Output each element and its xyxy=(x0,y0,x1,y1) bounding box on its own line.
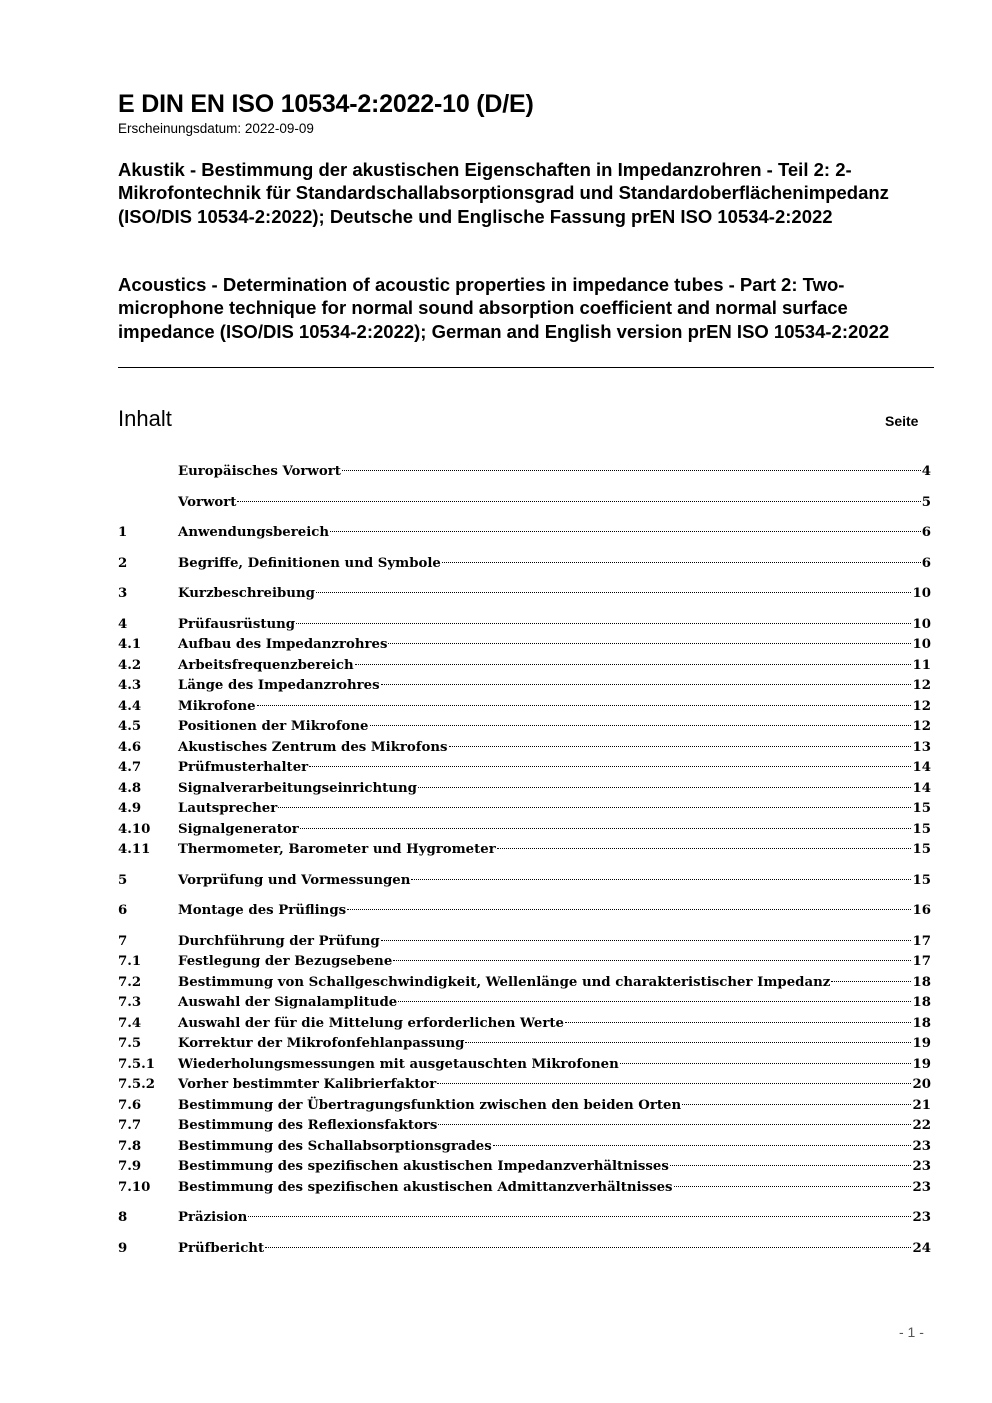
toc-entry-number: 7.5 xyxy=(118,1036,142,1051)
toc-entry[interactable] xyxy=(118,615,931,636)
toc-entry[interactable] xyxy=(118,1075,931,1096)
toc-entry[interactable] xyxy=(118,1014,931,1035)
toc-dot-leader xyxy=(300,828,912,829)
toc-entry-number: 4.1 xyxy=(118,637,142,652)
toc-entry-number: 7.5.1 xyxy=(118,1056,156,1072)
title-german: Akustik - Bestimmung der akustischen Eigenschaften in Impedanzrohren - Teil 2: 2-Mikrofontechnik für Standardschallabsorptionsgrad und Standardoberflächenimpedanz (ISO/DIS 10534-2:2022); Deutsche und Englische Fassung prEN ISO 10534-2:2022 xyxy=(118,159,889,227)
toc-entry-number: 1 xyxy=(118,525,128,540)
toc-dot-leader xyxy=(381,940,912,941)
toc-entry-title: Begriffe, Definitionen und Symbole xyxy=(178,555,441,571)
toc-entry-number: 2 xyxy=(118,555,128,571)
toc-entry-title: Bestimmung des spezifischen akustischen Admittanzverhältnisses xyxy=(178,1179,673,1195)
toc-entry-page: 10 xyxy=(912,586,931,601)
toc-entry-title: Prüfmusterhalter xyxy=(178,760,309,775)
toc-entry-title: Mikrofone xyxy=(178,698,256,714)
toc-dot-leader xyxy=(330,531,921,532)
toc-entry-page: 15 xyxy=(912,801,931,816)
toc-entry-page: 14 xyxy=(912,760,931,775)
toc-entry-title: Vorwort xyxy=(178,494,237,510)
toc-entry-number: 4.6 xyxy=(118,739,142,755)
toc-dot-leader xyxy=(257,705,912,706)
toc-entry[interactable] xyxy=(118,1096,931,1117)
toc-entry[interactable] xyxy=(118,493,931,514)
toc-dot-leader xyxy=(620,1063,912,1064)
toc-entry-title: Festlegung der Bezugsebene xyxy=(178,954,393,969)
toc-entry-title: Wiederholungsmessungen mit ausgetauschten Mikrofonen xyxy=(178,1056,619,1072)
toc-entry-title: Montage des Prüflings xyxy=(178,903,347,918)
toc-entry[interactable] xyxy=(118,973,931,994)
toc-dot-leader xyxy=(265,1247,911,1248)
toc-entry[interactable] xyxy=(118,952,931,973)
toc-entry[interactable] xyxy=(118,462,931,483)
toc-entry-number: 4.3 xyxy=(118,678,142,693)
toc-entry-number: 4.10 xyxy=(118,821,151,837)
toc-entry[interactable] xyxy=(118,738,931,759)
toc-entry-title: Aufbau des Impedanzrohres xyxy=(178,637,388,652)
toc-entry-page: 23 xyxy=(912,1159,931,1174)
toc-entry[interactable] xyxy=(118,697,931,718)
toc-entry-title: Vorprüfung und Vormessungen xyxy=(178,872,411,888)
toc-entry-number: 4.4 xyxy=(118,698,142,714)
table-of-contents xyxy=(118,462,931,1259)
toc-dot-leader xyxy=(438,1124,911,1125)
toc-entry-number: 9 xyxy=(118,1240,128,1256)
toc-entry-number: 7.3 xyxy=(118,995,142,1010)
toc-entry-page: 4 xyxy=(921,464,931,479)
toc-entry[interactable] xyxy=(118,584,931,605)
toc-entry-number: 8 xyxy=(118,1210,128,1225)
toc-dot-leader xyxy=(296,623,911,624)
toc-entry-title: Kurzbeschreibung xyxy=(178,586,315,601)
toc-dot-leader xyxy=(237,501,920,502)
toc-entry[interactable] xyxy=(118,993,931,1014)
toc-entry-title: Durchführung der Prüfung xyxy=(178,933,380,949)
toc-dot-leader xyxy=(670,1165,912,1166)
toc-entry-title: Europäisches Vorwort xyxy=(178,464,341,479)
toc-entry-number: 5 xyxy=(118,872,128,888)
toc-entry-title: Korrektur der Mikrofonfehlanpassung xyxy=(178,1036,465,1051)
toc-dot-leader xyxy=(393,960,911,961)
toc-entry[interactable] xyxy=(118,1157,931,1178)
toc-entry-page: 22 xyxy=(912,1118,931,1133)
toc-dot-leader xyxy=(418,787,912,788)
toc-entry-page: 6 xyxy=(921,555,931,571)
toc-entry-number: 4.8 xyxy=(118,780,142,796)
toc-entry[interactable] xyxy=(118,840,931,861)
toc-entry[interactable] xyxy=(118,717,931,738)
toc-entry-page: 21 xyxy=(912,1097,931,1113)
title-english: Acoustics - Determination of acoustic properties in impedance tubes - Part 2: Two-microphone technique for normal sound absorption coefficient and normal surface impedance (ISO/DIS 10534-2:2022); German and English version prEN ISO 10534-2:2022 xyxy=(118,274,890,342)
toc-entry-title: Prüfbericht xyxy=(178,1240,265,1256)
toc-entry-number: 7.9 xyxy=(118,1159,142,1174)
toc-entry[interactable] xyxy=(118,1034,931,1055)
toc-entry-page: 19 xyxy=(912,1056,931,1072)
toc-entry[interactable] xyxy=(118,1178,931,1199)
toc-entry-page: 10 xyxy=(912,637,931,652)
toc-entry-page: 18 xyxy=(912,995,931,1010)
toc-dot-leader xyxy=(493,1145,912,1146)
toc-entry[interactable] xyxy=(118,1239,931,1260)
publication-date: Erscheinungsdatum: 2022-09-09 xyxy=(118,121,314,136)
toc-entry-number: 7.7 xyxy=(118,1118,142,1133)
toc-entry-page: 6 xyxy=(921,525,931,540)
toc-entry-title: Thermometer, Barometer und Hygrometer xyxy=(178,842,496,857)
toc-entry-number: 4 xyxy=(118,616,128,632)
toc-entry[interactable] xyxy=(118,1055,931,1076)
toc-entry-title: Vorher bestimmter Kalibrierfaktor xyxy=(178,1077,437,1092)
page-number: - 1 - xyxy=(899,1324,924,1340)
toc-entry-page: 10 xyxy=(912,616,931,632)
toc-entry-number: 7 xyxy=(118,933,128,949)
toc-dot-leader xyxy=(347,909,911,910)
toc-entry-title: Prüfausrüstung xyxy=(178,616,296,632)
header-divider xyxy=(118,367,934,368)
toc-dot-leader xyxy=(309,766,911,767)
toc-entry-page: 15 xyxy=(912,872,931,888)
toc-entry-page: 11 xyxy=(912,657,931,673)
toc-page-column-label: Seite xyxy=(885,413,919,429)
toc-entry-page: 12 xyxy=(912,678,931,693)
toc-entry[interactable] xyxy=(118,901,931,922)
toc-entry-number: 7.1 xyxy=(118,954,142,969)
toc-entry-title: Anwendungsbereich xyxy=(178,525,330,540)
toc-dot-leader xyxy=(316,592,912,593)
toc-heading: Inhalt xyxy=(118,406,172,431)
toc-dot-leader xyxy=(437,1083,911,1084)
toc-entry-title: Länge des Impedanzrohres xyxy=(178,678,380,693)
toc-entry-title: Auswahl der für die Mittelung erforderlichen Werte xyxy=(178,1015,564,1031)
toc-entry-title: Bestimmung des Reflexionsfaktors xyxy=(178,1118,438,1133)
toc-entry-number: 4.7 xyxy=(118,760,142,775)
toc-entry-number: 3 xyxy=(118,586,128,601)
toc-entry-number: 6 xyxy=(118,903,128,918)
toc-entry-title: Positionen der Mikrofone xyxy=(178,719,369,734)
toc-entry-title: Signalverarbeitungseinrichtung xyxy=(178,780,417,796)
toc-entry[interactable] xyxy=(118,554,931,575)
document-id: E DIN EN ISO 10534-2:2022-10 (D/E) xyxy=(118,90,534,118)
toc-entry-title: Signalgenerator xyxy=(178,821,299,837)
toc-entry-title: Bestimmung des spezifischen akustischen Impedanzverhältnisses xyxy=(178,1159,669,1174)
toc-entry-page: 20 xyxy=(912,1077,931,1092)
toc-entry-number: 7.4 xyxy=(118,1015,142,1031)
toc-entry[interactable] xyxy=(118,779,931,800)
toc-entry-page: 14 xyxy=(912,780,931,796)
toc-entry-number: 4.5 xyxy=(118,719,142,734)
toc-dot-leader xyxy=(388,643,911,644)
toc-entry-page: 12 xyxy=(912,698,931,714)
toc-entry[interactable] xyxy=(118,1116,931,1137)
toc-entry-number: 4.9 xyxy=(118,801,142,816)
toc-dot-leader xyxy=(497,848,912,849)
toc-entry-number: 7.6 xyxy=(118,1097,142,1113)
toc-entry-page: 23 xyxy=(912,1210,931,1225)
toc-entry-page: 18 xyxy=(912,974,931,990)
toc-entry[interactable] xyxy=(118,635,931,656)
toc-entry-title: Bestimmung der Übertragungsfunktion zwischen den beiden Orten xyxy=(178,1097,682,1113)
toc-dot-leader xyxy=(565,1022,912,1023)
toc-dot-leader xyxy=(398,1001,911,1002)
toc-entry-page: 23 xyxy=(912,1179,931,1195)
toc-entry-number: 7.2 xyxy=(118,974,142,990)
toc-dot-leader xyxy=(278,807,911,808)
toc-dot-leader xyxy=(442,562,921,563)
toc-entry[interactable] xyxy=(118,523,931,544)
toc-dot-leader xyxy=(465,1042,911,1043)
toc-dot-leader xyxy=(370,725,912,726)
toc-entry-title: Akustisches Zentrum des Mikrofons xyxy=(178,739,448,755)
toc-entry-page: 17 xyxy=(912,933,931,949)
toc-entry-title: Bestimmung des Schallabsorptionsgrades xyxy=(178,1138,492,1154)
toc-entry[interactable] xyxy=(118,820,931,841)
toc-entry-page: 12 xyxy=(912,719,931,734)
toc-entry[interactable] xyxy=(118,656,931,677)
toc-entry-title: Präzision xyxy=(178,1210,248,1225)
toc-entry[interactable] xyxy=(118,871,931,892)
toc-entry-page: 18 xyxy=(912,1015,931,1031)
toc-dot-leader xyxy=(449,746,912,747)
toc-entry-page: 16 xyxy=(912,903,931,918)
toc-dot-leader xyxy=(381,684,912,685)
toc-entry-page: 17 xyxy=(912,954,931,969)
toc-entry[interactable] xyxy=(118,676,931,697)
toc-entry-page: 19 xyxy=(912,1036,931,1051)
toc-dot-leader xyxy=(355,664,912,665)
toc-entry[interactable] xyxy=(118,799,931,820)
toc-entry-page: 13 xyxy=(912,739,931,755)
toc-entry-title: Lautsprecher xyxy=(178,801,278,816)
toc-entry-page: 15 xyxy=(912,842,931,857)
toc-entry-number: 4.2 xyxy=(118,657,142,673)
toc-dot-leader xyxy=(682,1104,911,1105)
toc-entry-number: 7.8 xyxy=(118,1138,142,1154)
toc-dot-leader xyxy=(248,1216,911,1217)
toc-entry-number: 4.11 xyxy=(118,842,151,857)
toc-entry-page: 23 xyxy=(912,1138,931,1154)
toc-entry-title: Arbeitsfrequenzbereich xyxy=(178,657,354,673)
toc-entry[interactable] xyxy=(118,1137,931,1158)
toc-entry-title: Auswahl der Signalamplitude xyxy=(178,995,398,1010)
toc-entry-page: 15 xyxy=(912,821,931,837)
toc-dot-leader xyxy=(674,1186,912,1187)
toc-entry-page: 5 xyxy=(921,494,931,510)
toc-entry[interactable] xyxy=(118,932,931,953)
toc-dot-leader xyxy=(411,879,911,880)
toc-entry-number: 7.10 xyxy=(118,1179,151,1195)
toc-dot-leader xyxy=(831,981,911,982)
toc-entry-title: Bestimmung von Schallgeschwindigkeit, Wellenlänge und charakteristischer Impedanz xyxy=(178,974,831,990)
toc-entry-number: 7.5.2 xyxy=(118,1077,156,1092)
toc-entry[interactable] xyxy=(118,758,931,779)
toc-dot-leader xyxy=(342,470,921,471)
toc-entry-page: 24 xyxy=(912,1240,931,1256)
toc-entry[interactable] xyxy=(118,1208,931,1229)
